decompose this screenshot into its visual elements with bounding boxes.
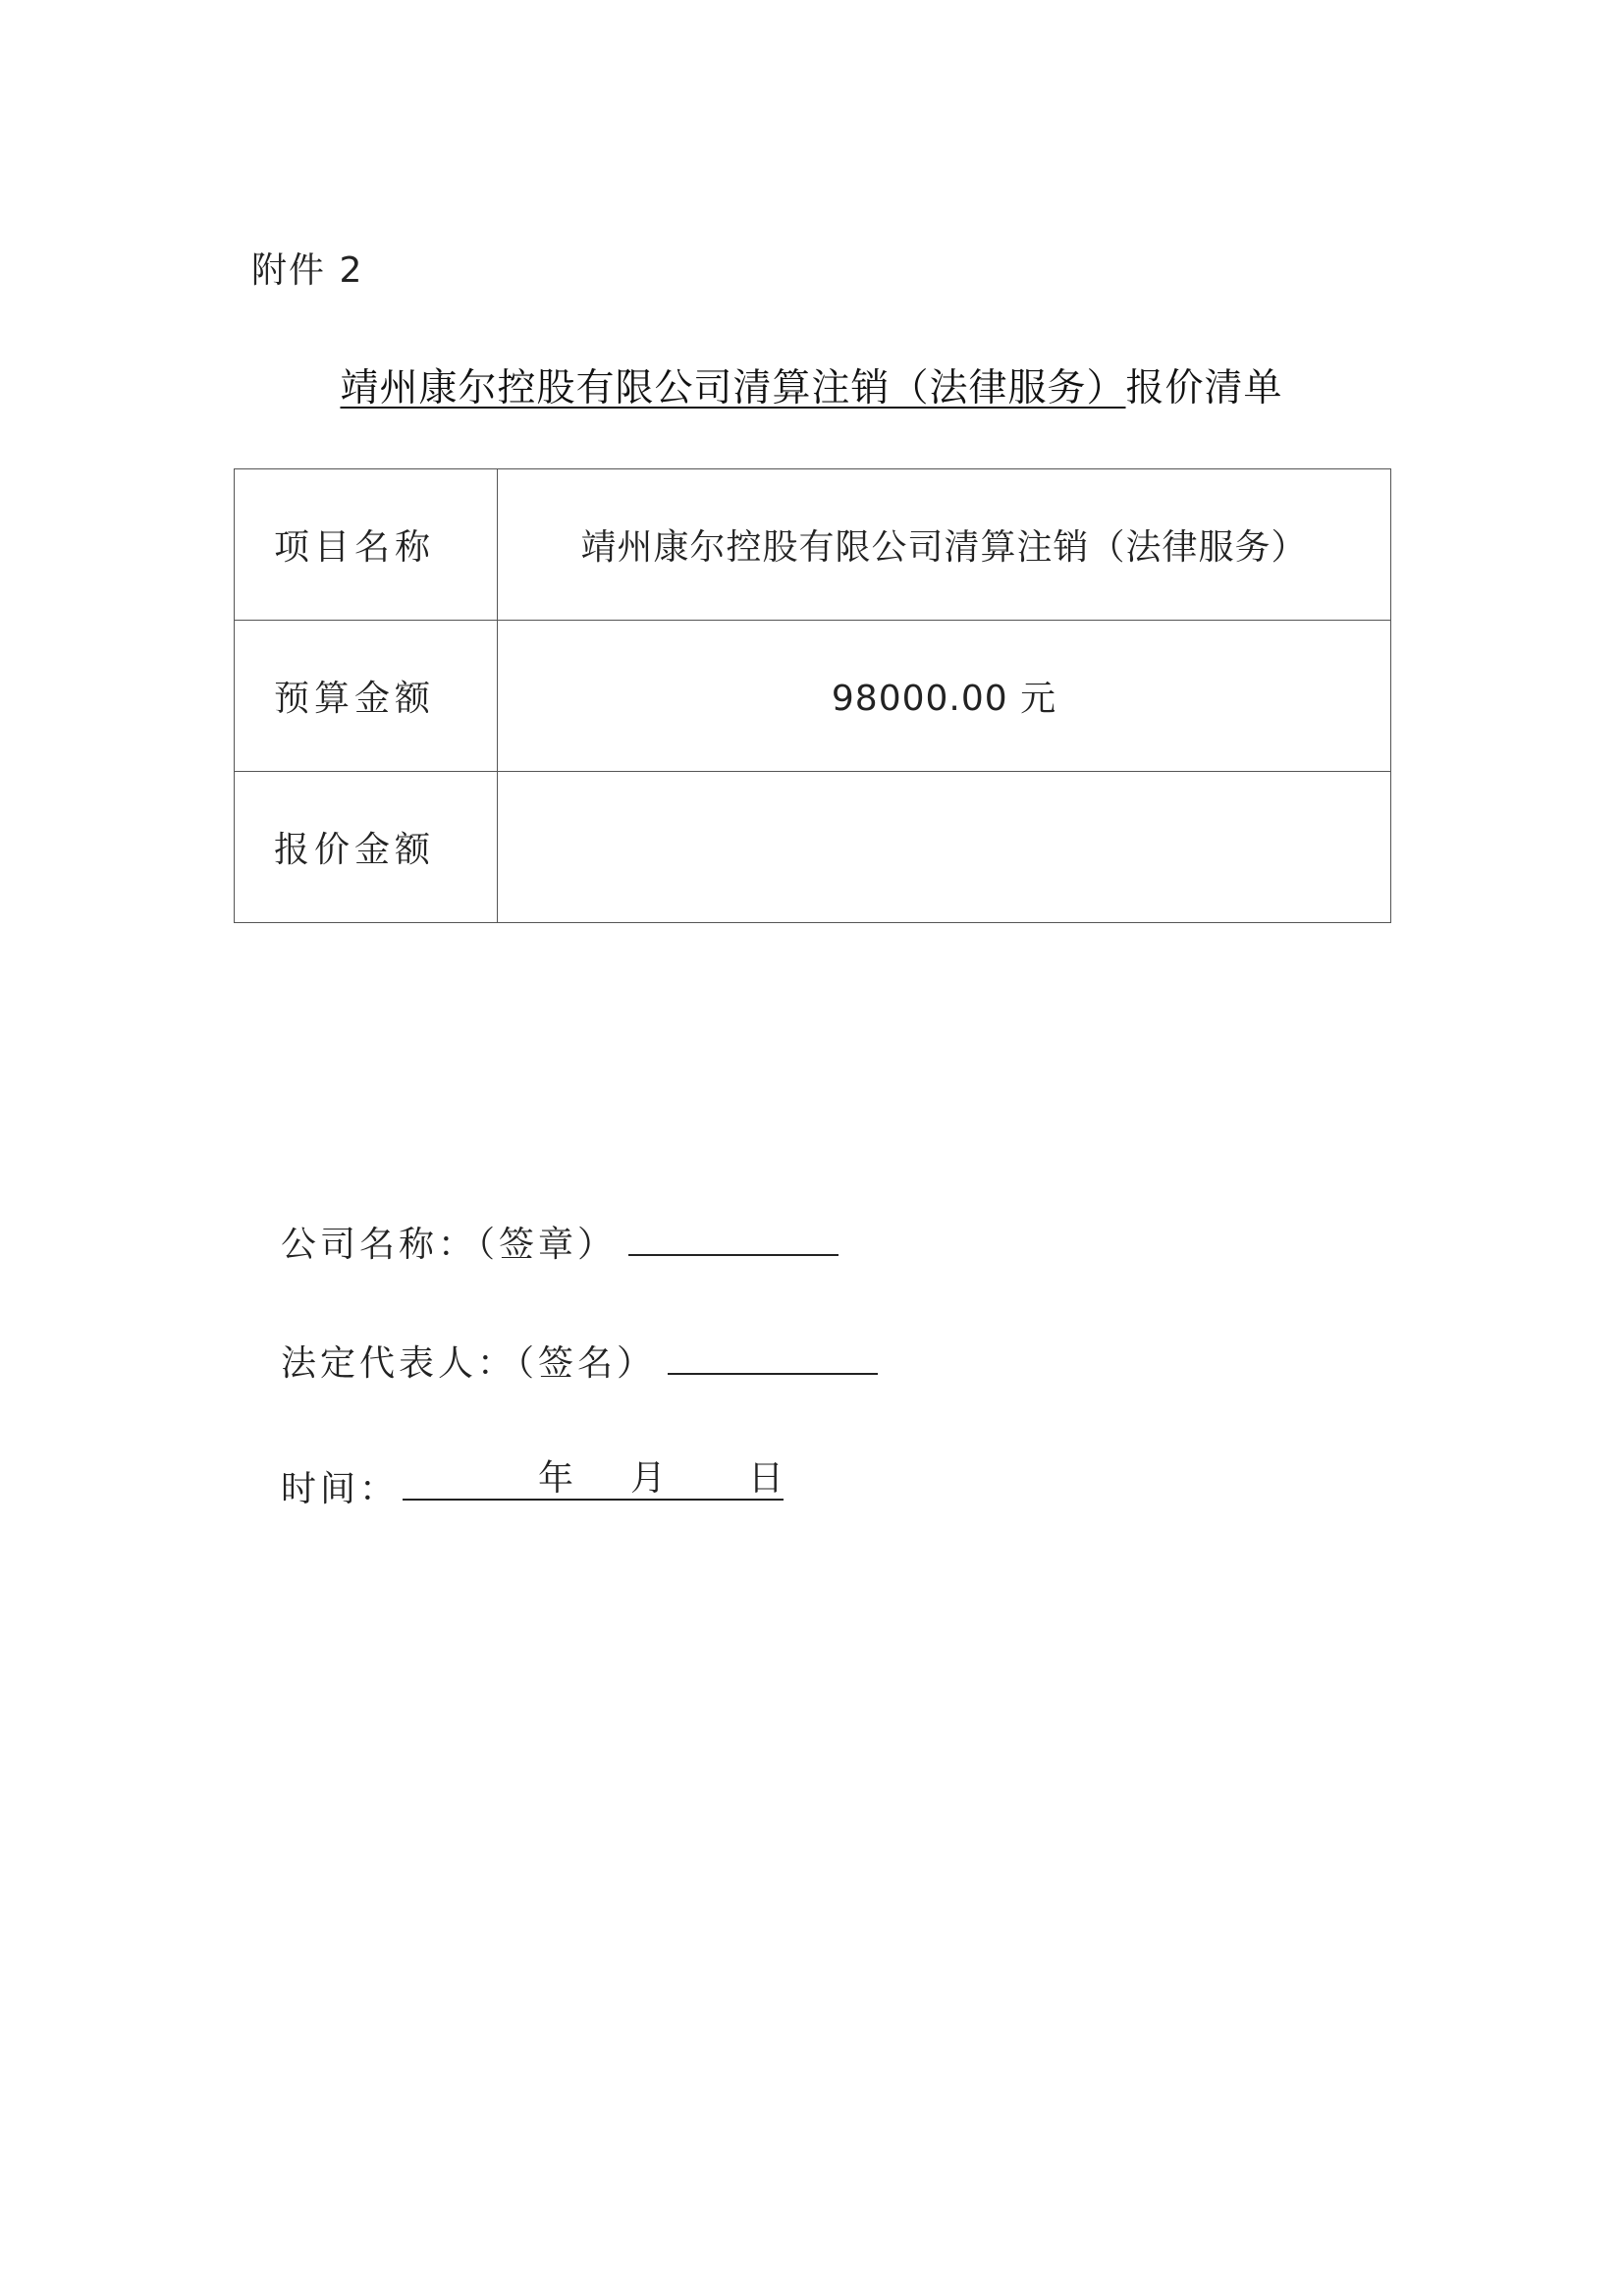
table-row (235, 772, 1391, 923)
legal-representative-signature-blank[interactable] (668, 1339, 878, 1375)
table-row (235, 469, 1391, 621)
legal-representative-label: 法定代表人：（签名） (281, 1343, 657, 1384)
table-row (235, 621, 1391, 772)
quotation-table (234, 468, 1391, 923)
row-label-budget-amount: 预算金额 (235, 621, 498, 772)
month-char: 月 (630, 1458, 671, 1499)
row-value-quote-amount[interactable] (498, 772, 1391, 923)
row-value-project-name: 靖州康尔控股有限公司清算注销（法律服务） (498, 469, 1391, 621)
date-line (281, 1458, 788, 1513)
company-name-label: 公司名称：（签章） (281, 1225, 618, 1265)
row-value-budget-amount: 98000.00 元 (498, 621, 1391, 772)
year-char: 年 (538, 1458, 578, 1499)
row-label-quote-amount: 报价金额 (235, 772, 498, 923)
date-blank[interactable] (403, 1458, 788, 1501)
company-signature-blank[interactable] (628, 1221, 839, 1256)
document-title (0, 363, 1623, 414)
document-title-suffix: 报价清单 (1125, 366, 1283, 410)
attachment-label: 附件 2 (251, 250, 364, 291)
document-title-main: 靖州康尔控股有限公司清算注销（法律服务） (340, 366, 1126, 410)
company-name-line (281, 1221, 839, 1269)
legal-representative-line (281, 1339, 878, 1388)
row-label-project-name: 项目名称 (235, 469, 498, 621)
date-label: 时间： (281, 1469, 400, 1509)
day-char: 日 (748, 1458, 788, 1499)
